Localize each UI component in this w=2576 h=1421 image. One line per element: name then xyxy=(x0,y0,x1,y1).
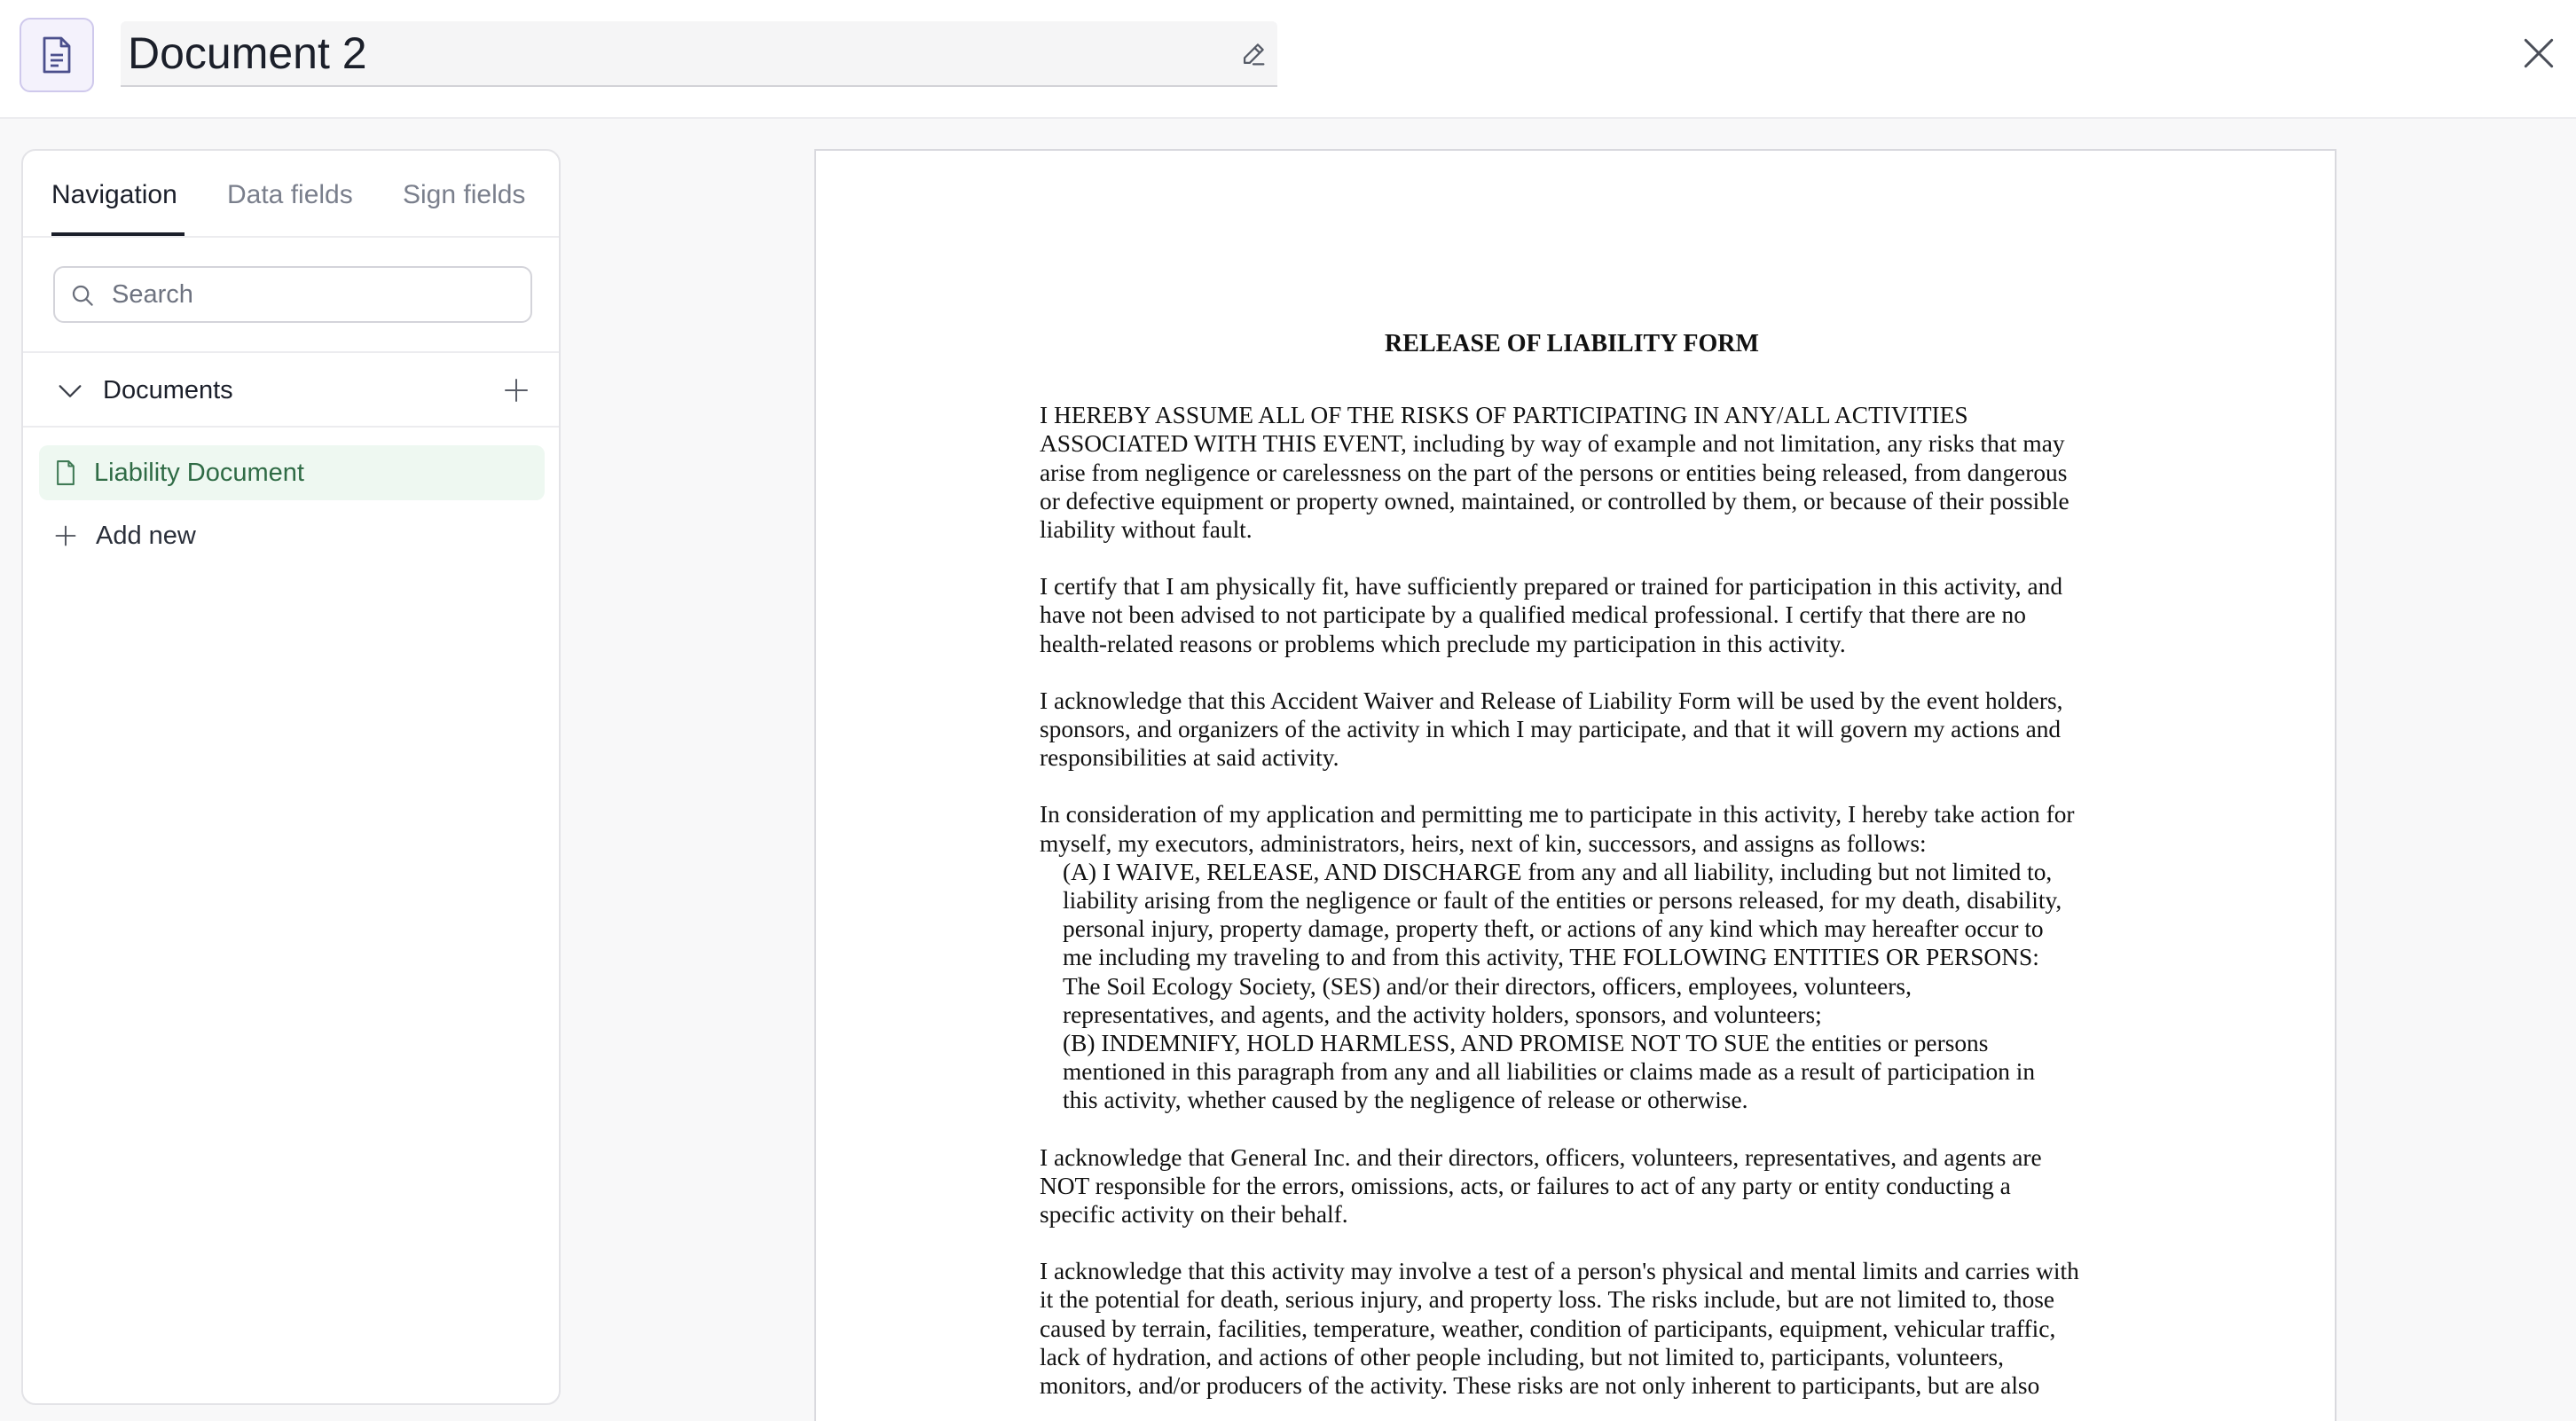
document-line: myself, my executors, administrators, heirs, next of kin, successors, and assigns as follows: xyxy=(1040,829,1927,857)
document-line: lack of hydration, and actions of other people including, but not limited to, participants, volunteers, xyxy=(1040,1343,2004,1370)
document-paragraph xyxy=(1040,1257,2104,1400)
header-bar xyxy=(0,0,2576,119)
document-line: arise from negligence or carelessness on the part of the persons or entities being released, from dangerous xyxy=(1040,459,2068,486)
document-title-field[interactable] xyxy=(121,21,1277,87)
document-line: or defective equipment or property owned, maintained, or controlled by them, or because of their possible xyxy=(1040,487,2069,514)
document-line: this activity, whether caused by the negligence of release or otherwise. xyxy=(1063,1087,1748,1114)
document-paragraph xyxy=(1040,1143,2104,1229)
pencil-icon[interactable] xyxy=(1238,39,1268,69)
document-line: health-related reasons or problems which preclude my participation in this activity. xyxy=(1040,630,1846,657)
document-paragraph xyxy=(1040,800,2104,1114)
document-line: The Soil Ecology Society, (SES) and/or their directors, officers, employees, volunteers, xyxy=(1063,972,1912,1000)
document-line: ASSOCIATED WITH THIS EVENT, including by way of example and not limitation, any risks that may xyxy=(1040,430,2065,458)
document-line: liability arising from the negligence or fault of the entities or persons released, for my death, disability, xyxy=(1063,887,2062,915)
document-list-item[interactable] xyxy=(39,445,545,500)
active-tab-indicator xyxy=(51,232,185,236)
document-line: In consideration of my application and permitting me to participate in this activity, I hereby take action for xyxy=(1040,801,2075,828)
document-icon xyxy=(20,18,94,92)
document-heading: RELEASE OF LIABILITY FORM xyxy=(1385,330,1759,357)
document-line: personal injury, property damage, property theft, or actions of any kind which may hereafter occur to xyxy=(1063,915,2044,943)
search-box[interactable] xyxy=(53,266,532,323)
add-new-label: Add new xyxy=(96,522,196,550)
document-line: it the potential for death, serious injury, and property loss. The risks include, but are not limited to, those xyxy=(1040,1286,2055,1314)
file-icon xyxy=(53,459,78,486)
documents-section-label: Documents xyxy=(103,376,233,404)
document-line: mentioned in this paragraph from any and all liabilities or claims made as a result of participation in xyxy=(1063,1058,2036,1086)
document-line: I certify that I am physically fit, have sufficiently prepared or trained for participation in this activity, and xyxy=(1040,573,2063,601)
document-content xyxy=(1040,330,2104,1421)
document-line: (A) I WAIVE, RELEASE, AND DISCHARGE from any and all liability, including but not limited to, xyxy=(1063,858,2053,885)
document-line: I acknowledge that this Accident Waiver and Release of Liability Form will be used by the event holders, xyxy=(1040,687,2063,714)
document-line: caused by terrain, facilities, temperature, weather, condition of participants, equipment, vehicular traffic, xyxy=(1040,1315,2056,1342)
document-line: I HEREBY ASSUME ALL OF THE RISKS OF PARTICIPATING IN ANY/ALL ACTIVITIES xyxy=(1040,402,1968,429)
sidebar-tabs xyxy=(23,151,559,238)
close-icon[interactable] xyxy=(2519,34,2558,73)
document-line: I acknowledge that this activity may involve a test of a person's physical and mental limits and carries with xyxy=(1040,1258,2079,1285)
search-input[interactable] xyxy=(112,277,520,312)
document-line: (B) INDEMNIFY, HOLD HARMLESS, AND PROMISE NOT TO SUE the entities or persons xyxy=(1063,1030,1989,1057)
plus-icon xyxy=(53,523,78,548)
document-line: I acknowledge that General Inc. and their directors, officers, volunteers, representatives, and agents are xyxy=(1040,1143,2042,1171)
document-line: monitors, and/or producers of the activity. These risks are not only inherent to participants, but are also xyxy=(1040,1372,2040,1400)
document-line: NOT responsible for the errors, omissions, acts, or failures to act of any party or entity conducting a xyxy=(1040,1172,2011,1199)
document-line: have not been advised to not participate by a qualified medical professional. I certify that there are no xyxy=(1040,601,2026,629)
document-body xyxy=(1040,401,2104,1400)
tab-navigation[interactable]: Navigation xyxy=(51,180,177,209)
tab-sign-fields[interactable]: Sign fields xyxy=(403,180,526,209)
document-line: me including my traveling to and from this activity, THE FOLLOWING ENTITIES OR PERSONS: xyxy=(1063,944,2039,971)
document-line: liability without fault. xyxy=(1040,516,1253,544)
document-line: specific activity on their behalf. xyxy=(1040,1201,1348,1229)
chevron-down-icon[interactable] xyxy=(55,376,85,406)
document-paragraph xyxy=(1040,687,2104,773)
tab-data-fields[interactable]: Data fields xyxy=(227,180,353,209)
sidebar-panel xyxy=(21,149,561,1405)
document-page xyxy=(814,149,2336,1421)
document-title[interactable]: Document 2 xyxy=(128,28,367,78)
document-paragraph xyxy=(1040,401,2104,544)
document-line: responsibilities at said activity. xyxy=(1040,744,1339,772)
document-line: sponsors, and organizers of the activity in which I may participate, and that it will govern my actions and xyxy=(1040,716,2062,743)
document-paragraph xyxy=(1040,572,2104,658)
plus-icon[interactable] xyxy=(502,376,530,404)
search-icon xyxy=(69,282,96,309)
documents-section-header[interactable] xyxy=(23,351,559,428)
document-line: representatives, and agents, and the activity holders, sponsors, and volunteers; xyxy=(1063,1001,1822,1028)
document-list-item-label: Liability Document xyxy=(94,459,304,487)
